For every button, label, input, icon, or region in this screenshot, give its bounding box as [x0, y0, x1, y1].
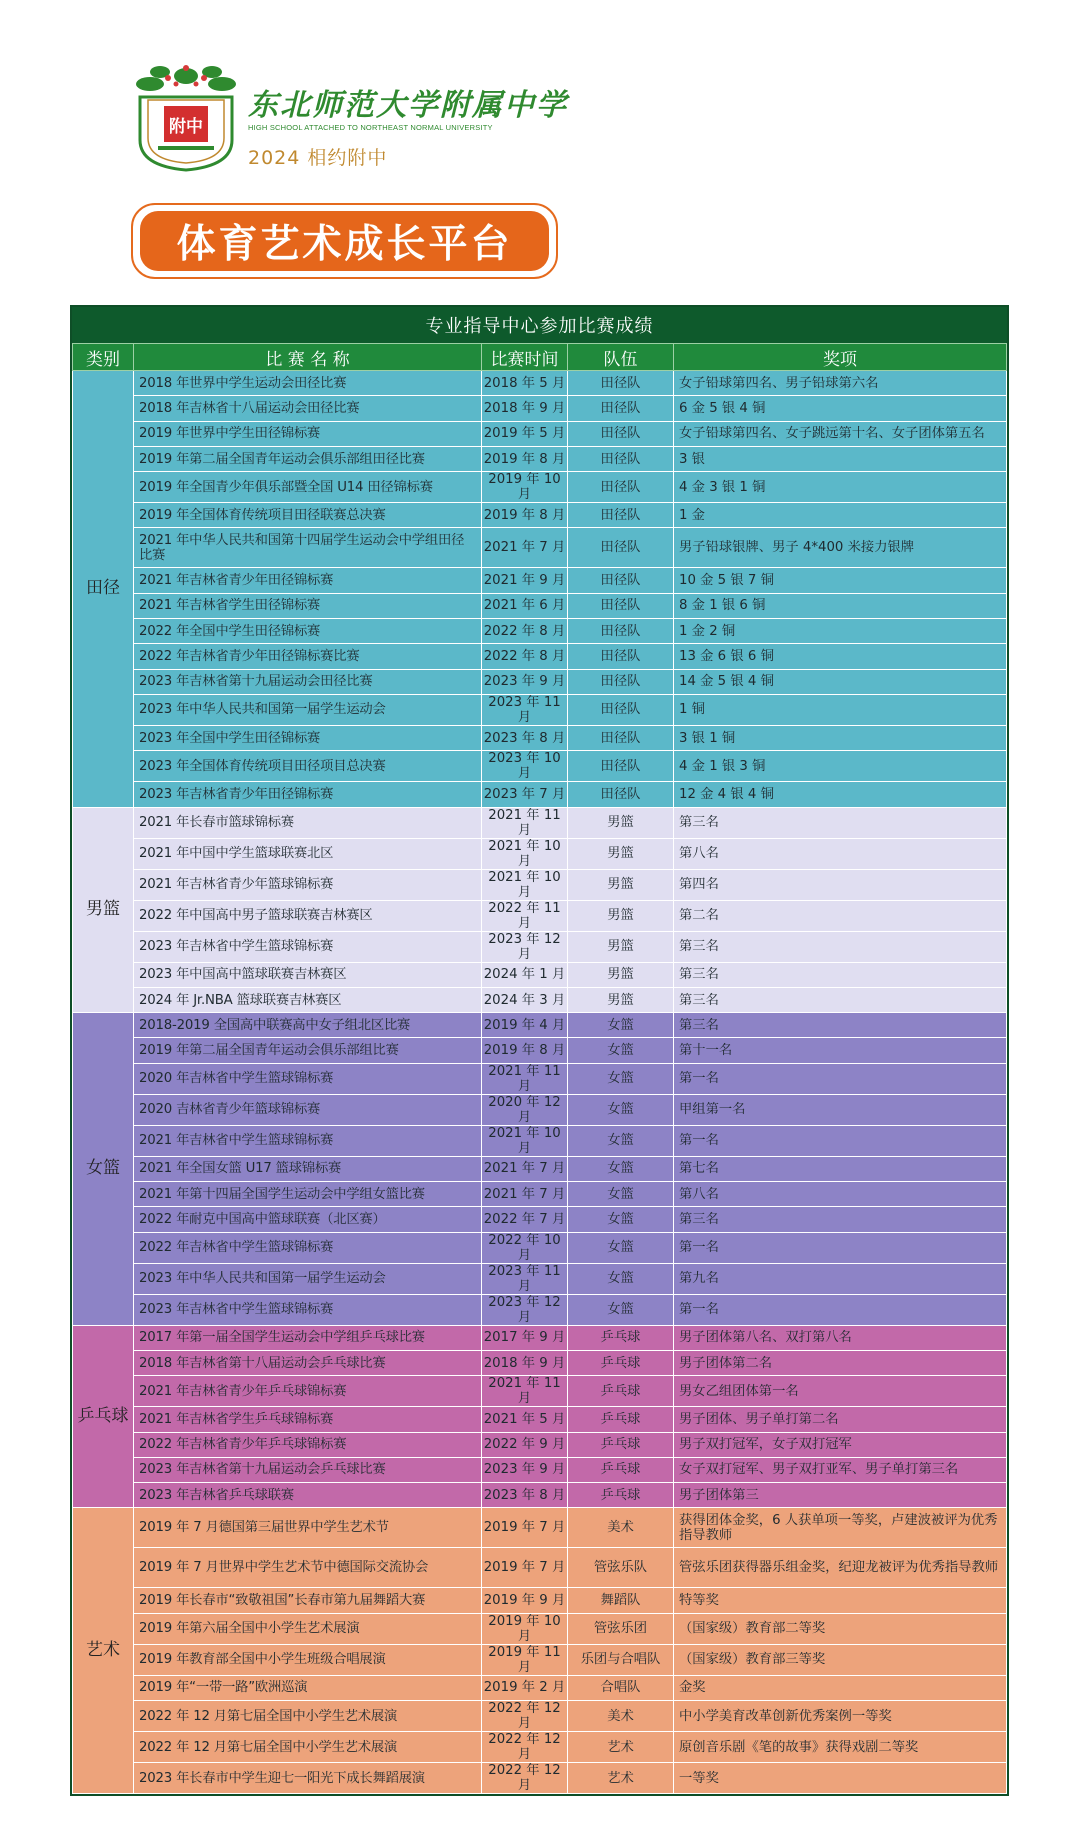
- table-row: [73, 1701, 1007, 1732]
- competition-name-cell: 2019 年全国青少年俱乐部暨全国 U14 田径锦标赛: [134, 472, 482, 503]
- competition-time-cell: 2022 年 12 月: [482, 1701, 568, 1732]
- competition-name-cell: 2023 年吉林省青少年田径锦标赛: [134, 782, 482, 807]
- team-cell: 艺术: [568, 1763, 674, 1794]
- award-cell: 第三名: [674, 931, 1007, 962]
- competition-time-cell: 2019 年 5 月: [482, 421, 568, 446]
- award-cell: 第三名: [674, 1207, 1007, 1232]
- table-row: [73, 446, 1007, 471]
- competition-time-cell: 2021 年 6 月: [482, 593, 568, 618]
- award-cell: （国家级）教育部二等奖: [674, 1613, 1007, 1644]
- competition-time-cell: 2019 年 9 月: [482, 1588, 568, 1613]
- logo-text: 附中: [169, 117, 203, 137]
- competition-name-cell: 2019 年第六届全国中小学生艺术展演: [134, 1613, 482, 1644]
- table-row: [73, 503, 1007, 528]
- category-cell: 男篮: [73, 807, 134, 1013]
- competition-time-cell: 2019 年 2 月: [482, 1675, 568, 1700]
- category-cell: 艺术: [73, 1508, 134, 1794]
- competition-time-cell: 2021 年 5 月: [482, 1407, 568, 1432]
- team-cell: 田径队: [568, 751, 674, 782]
- competition-time-cell: 2023 年 11 月: [482, 694, 568, 725]
- competition-time-cell: 2019 年 10 月: [482, 472, 568, 503]
- award-cell: 第一名: [674, 1294, 1007, 1325]
- competition-name-cell: 2019 年长春市“致敬祖国”长春市第九届舞蹈大赛: [134, 1588, 482, 1613]
- award-cell: 第八名: [674, 1182, 1007, 1207]
- competition-name-cell: 2021 年吉林省青少年篮球锦标赛: [134, 869, 482, 900]
- award-cell: 13 金 6 银 6 铜: [674, 644, 1007, 669]
- table-row: [73, 987, 1007, 1012]
- competition-name-cell: 2017 年第一届全国学生运动会中学组乒乓球比赛: [134, 1325, 482, 1350]
- competition-name-cell: 2022 年中国高中男子篮球联赛吉林赛区: [134, 900, 482, 931]
- award-cell: 6 金 5 银 4 铜: [674, 396, 1007, 421]
- competition-time-cell: 2021 年 7 月: [482, 528, 568, 568]
- table-row: [73, 396, 1007, 421]
- competition-time-cell: 2022 年 8 月: [482, 619, 568, 644]
- competition-name-cell: 2022 年 12 月第七届全国中小学生艺术展演: [134, 1701, 482, 1732]
- team-cell: 田径队: [568, 694, 674, 725]
- team-cell: 田径队: [568, 472, 674, 503]
- competition-name-cell: 2022 年吉林省青少年田径锦标赛比赛: [134, 644, 482, 669]
- competition-time-cell: 2021 年 11 月: [482, 1376, 568, 1407]
- competition-name-cell: 2023 年吉林省第十九届运动会田径比赛: [134, 669, 482, 694]
- award-cell: 一等奖: [674, 1763, 1007, 1794]
- award-cell: 女子双打冠军、男子双打亚军、男子单打第三名: [674, 1457, 1007, 1482]
- team-cell: 管弦乐团: [568, 1613, 674, 1644]
- award-cell: 男女乙组团体第一名: [674, 1376, 1007, 1407]
- competition-time-cell: 2021 年 11 月: [482, 807, 568, 838]
- table-row: [73, 782, 1007, 807]
- competition-time-cell: 2021 年 7 月: [482, 1182, 568, 1207]
- table-row: [73, 1207, 1007, 1232]
- competition-name-cell: 2021 年吉林省青少年田径锦标赛: [134, 568, 482, 593]
- team-cell: 女篮: [568, 1125, 674, 1156]
- team-cell: 田径队: [568, 619, 674, 644]
- table-row: [73, 1156, 1007, 1181]
- school-name-en: HIGH SCHOOL ATTACHED TO NORTHEAST NORMAL UNIVERSITY: [248, 123, 493, 132]
- competition-time-cell: 2018 年 5 月: [482, 371, 568, 396]
- team-cell: 女篮: [568, 1013, 674, 1038]
- table-row: [73, 568, 1007, 593]
- team-cell: 田径队: [568, 503, 674, 528]
- competition-name-cell: 2023 年全国中学生田径锦标赛: [134, 725, 482, 750]
- award-cell: 原创音乐剧《笔的故事》获得戏剧二等奖: [674, 1732, 1007, 1763]
- competition-time-cell: 2023 年 12 月: [482, 931, 568, 962]
- competition-time-cell: 2024 年 1 月: [482, 962, 568, 987]
- award-cell: 第九名: [674, 1263, 1007, 1294]
- results-table: [70, 305, 1009, 1796]
- team-cell: 女篮: [568, 1094, 674, 1125]
- competition-name-cell: 2018-2019 全国高中联赛高中女子组北区比赛: [134, 1013, 482, 1038]
- table-row: [73, 1588, 1007, 1613]
- table-row: [73, 593, 1007, 618]
- competition-name-cell: 2020 年吉林省中学生篮球锦标赛: [134, 1063, 482, 1094]
- competition-name-cell: 2023 年中华人民共和国第一届学生运动会: [134, 1263, 482, 1294]
- competition-name-cell: 2019 年 7 月德国第三届世界中学生艺术节: [134, 1508, 482, 1548]
- team-cell: 田径队: [568, 446, 674, 471]
- competition-name-cell: 2018 年世界中学生运动会田径比赛: [134, 371, 482, 396]
- competition-name-cell: 2021 年吉林省学生乒乓球锦标赛: [134, 1407, 482, 1432]
- table-row: [73, 1013, 1007, 1038]
- col-header-category: 类别: [73, 344, 134, 371]
- team-cell: 艺术: [568, 1732, 674, 1763]
- slogan: 2024 相约附中: [248, 147, 388, 169]
- col-header-name: 比 赛 名 称: [134, 344, 482, 371]
- team-cell: 乒乓球: [568, 1325, 674, 1350]
- school-name-cn: 东北师范大学附属中学: [248, 88, 568, 123]
- table-row: [73, 528, 1007, 568]
- team-cell: 乐团与合唱队: [568, 1644, 674, 1675]
- table-row: [73, 1350, 1007, 1375]
- award-cell: 第八名: [674, 838, 1007, 869]
- award-cell: 1 金 2 铜: [674, 619, 1007, 644]
- team-cell: 田径队: [568, 568, 674, 593]
- team-cell: 管弦乐队: [568, 1548, 674, 1588]
- table-row: [73, 472, 1007, 503]
- award-cell: 金奖: [674, 1675, 1007, 1700]
- award-cell: 第七名: [674, 1156, 1007, 1181]
- team-cell: 田径队: [568, 669, 674, 694]
- competition-time-cell: 2019 年 7 月: [482, 1508, 568, 1548]
- competition-name-cell: 2019 年“一带一路”欧洲巡演: [134, 1675, 482, 1700]
- team-cell: 美术: [568, 1508, 674, 1548]
- table-row: [73, 751, 1007, 782]
- competition-name-cell: 2022 年耐克中国高中篮球联赛（北区赛）: [134, 1207, 482, 1232]
- award-cell: 第三名: [674, 807, 1007, 838]
- competition-name-cell: 2021 年吉林省中学生篮球锦标赛: [134, 1125, 482, 1156]
- table-row: [73, 669, 1007, 694]
- competition-name-cell: 2024 年 Jr.NBA 篮球联赛吉林赛区: [134, 987, 482, 1012]
- competition-time-cell: 2019 年 8 月: [482, 446, 568, 471]
- award-cell: 男子团体、男子单打第二名: [674, 1407, 1007, 1432]
- table-row: [73, 1094, 1007, 1125]
- competition-name-cell: 2023 年长春市中学生迎七一阳光下成长舞蹈展演: [134, 1763, 482, 1794]
- award-cell: 男子团体第二名: [674, 1350, 1007, 1375]
- competition-time-cell: 2024 年 3 月: [482, 987, 568, 1012]
- team-cell: 男篮: [568, 962, 674, 987]
- competition-time-cell: 2020 年 12 月: [482, 1094, 568, 1125]
- competition-time-cell: 2023 年 8 月: [482, 725, 568, 750]
- team-cell: 田径队: [568, 528, 674, 568]
- award-cell: 男子团体第八名、双打第八名: [674, 1325, 1007, 1350]
- table-row: [73, 838, 1007, 869]
- table-row: [73, 1325, 1007, 1350]
- award-cell: 第十一名: [674, 1038, 1007, 1063]
- table-row: [73, 1038, 1007, 1063]
- competition-name-cell: 2023 年吉林省第十九届运动会乒乓球比赛: [134, 1457, 482, 1482]
- team-cell: 男篮: [568, 838, 674, 869]
- team-cell: 男篮: [568, 869, 674, 900]
- team-cell: 田径队: [568, 644, 674, 669]
- competition-name-cell: 2020 吉林省青少年篮球锦标赛: [134, 1094, 482, 1125]
- competition-name-cell: 2023 年中国高中篮球联赛吉林赛区: [134, 962, 482, 987]
- competition-name-cell: 2019 年第二届全国青年运动会俱乐部组田径比赛: [134, 446, 482, 471]
- award-cell: （国家级）教育部三等奖: [674, 1644, 1007, 1675]
- table-row: [73, 421, 1007, 446]
- col-header-team: 队伍: [568, 344, 674, 371]
- award-cell: 女子铅球第四名、男子铅球第六名: [674, 371, 1007, 396]
- competition-time-cell: 2023 年 10 月: [482, 751, 568, 782]
- competition-name-cell: 2023 年中华人民共和国第一届学生运动会: [134, 694, 482, 725]
- award-cell: 男子团体第三: [674, 1483, 1007, 1508]
- team-cell: 女篮: [568, 1207, 674, 1232]
- award-cell: 男子铅球银牌、男子 4*400 米接力银牌: [674, 528, 1007, 568]
- table-row: [73, 1182, 1007, 1207]
- award-cell: 第一名: [674, 1063, 1007, 1094]
- competition-time-cell: 2022 年 11 月: [482, 900, 568, 931]
- competition-name-cell: 2019 年世界中学生田径锦标赛: [134, 421, 482, 446]
- competition-name-cell: 2019 年 7 月世界中学生艺术节中德国际交流协会: [134, 1548, 482, 1588]
- award-cell: 3 银: [674, 446, 1007, 471]
- award-cell: 男子双打冠军，女子双打冠军: [674, 1432, 1007, 1457]
- table-row: [73, 931, 1007, 962]
- competition-time-cell: 2019 年 8 月: [482, 1038, 568, 1063]
- team-cell: 女篮: [568, 1263, 674, 1294]
- competition-time-cell: 2017 年 9 月: [482, 1325, 568, 1350]
- table-title: 专业指导中心参加比赛成绩: [72, 307, 1007, 343]
- category-cell: 女篮: [73, 1013, 134, 1325]
- competition-time-cell: 2022 年 7 月: [482, 1207, 568, 1232]
- competition-time-cell: 2023 年 7 月: [482, 782, 568, 807]
- table-row: [73, 644, 1007, 669]
- competition-name-cell: 2021 年长春市篮球锦标赛: [134, 807, 482, 838]
- team-cell: 女篮: [568, 1156, 674, 1181]
- award-cell: 甲组第一名: [674, 1094, 1007, 1125]
- award-cell: 第一名: [674, 1232, 1007, 1263]
- competition-time-cell: 2018 年 9 月: [482, 396, 568, 421]
- competition-time-cell: 2023 年 9 月: [482, 669, 568, 694]
- competition-time-cell: 2021 年 10 月: [482, 869, 568, 900]
- competition-name-cell: 2019 年全国体育传统项目田径联赛总决赛: [134, 503, 482, 528]
- table-row: [73, 1548, 1007, 1588]
- team-cell: 女篮: [568, 1232, 674, 1263]
- competition-name-cell: 2021 年吉林省青少年乒乓球锦标赛: [134, 1376, 482, 1407]
- competition-time-cell: 2019 年 11 月: [482, 1644, 568, 1675]
- team-cell: 乒乓球: [568, 1483, 674, 1508]
- table-row: [73, 1457, 1007, 1482]
- table-row: [73, 371, 1007, 396]
- award-cell: 1 铜: [674, 694, 1007, 725]
- award-cell: 3 银 1 铜: [674, 725, 1007, 750]
- competition-name-cell: 2021 年第十四届全国学生运动会中学组女篮比赛: [134, 1182, 482, 1207]
- competition-name-cell: 2022 年吉林省青少年乒乓球锦标赛: [134, 1432, 482, 1457]
- competition-time-cell: 2022 年 12 月: [482, 1732, 568, 1763]
- team-cell: 美术: [568, 1701, 674, 1732]
- table-row: [73, 1232, 1007, 1263]
- competition-name-cell: 2021 年吉林省学生田径锦标赛: [134, 593, 482, 618]
- award-cell: 第三名: [674, 1013, 1007, 1038]
- competition-time-cell: 2022 年 8 月: [482, 644, 568, 669]
- competition-name-cell: 2023 年吉林省中学生篮球锦标赛: [134, 1294, 482, 1325]
- award-cell: 10 金 5 银 7 铜: [674, 568, 1007, 593]
- competition-name-cell: 2023 年吉林省中学生篮球锦标赛: [134, 931, 482, 962]
- team-cell: 女篮: [568, 1294, 674, 1325]
- team-cell: 乒乓球: [568, 1432, 674, 1457]
- team-cell: 男篮: [568, 807, 674, 838]
- award-cell: 4 金 3 银 1 铜: [674, 472, 1007, 503]
- team-cell: 女篮: [568, 1038, 674, 1063]
- competition-time-cell: 2019 年 4 月: [482, 1013, 568, 1038]
- team-cell: 乒乓球: [568, 1457, 674, 1482]
- team-cell: 女篮: [568, 1063, 674, 1094]
- table-row: [73, 1294, 1007, 1325]
- competition-time-cell: 2023 年 12 月: [482, 1294, 568, 1325]
- competition-time-cell: 2019 年 7 月: [482, 1548, 568, 1588]
- competition-name-cell: 2021 年全国女篮 U17 篮球锦标赛: [134, 1156, 482, 1181]
- table-row: [73, 1483, 1007, 1508]
- award-cell: 1 金: [674, 503, 1007, 528]
- table-row: [73, 619, 1007, 644]
- competition-name-cell: 2018 年吉林省第十八届运动会乒乓球比赛: [134, 1350, 482, 1375]
- competition-time-cell: 2023 年 8 月: [482, 1483, 568, 1508]
- team-cell: 田径队: [568, 371, 674, 396]
- team-cell: 田径队: [568, 593, 674, 618]
- banner-title: 体育艺术成长平台: [140, 211, 549, 271]
- table-row: [73, 1675, 1007, 1700]
- competition-time-cell: 2023 年 11 月: [482, 1263, 568, 1294]
- table-row: [73, 900, 1007, 931]
- award-cell: 第一名: [674, 1125, 1007, 1156]
- award-cell: 特等奖: [674, 1588, 1007, 1613]
- team-cell: 男篮: [568, 900, 674, 931]
- competition-name-cell: 2022 年 12 月第七届全国中小学生艺术展演: [134, 1732, 482, 1763]
- table-row: [73, 1376, 1007, 1407]
- award-cell: 中小学美育改革创新优秀案例一等奖: [674, 1701, 1007, 1732]
- team-cell: 男篮: [568, 931, 674, 962]
- competition-time-cell: 2021 年 9 月: [482, 568, 568, 593]
- table-row: [73, 1508, 1007, 1548]
- team-cell: 男篮: [568, 987, 674, 1012]
- award-cell: 获得团体金奖，6 人获单项一等奖，卢建波被评为优秀指导教师: [674, 1508, 1007, 1548]
- table-body: [73, 371, 1007, 1794]
- table-row: [73, 869, 1007, 900]
- competition-name-cell: 2022 年吉林省中学生篮球锦标赛: [134, 1232, 482, 1263]
- competition-time-cell: 2022 年 10 月: [482, 1232, 568, 1263]
- team-cell: 舞蹈队: [568, 1588, 674, 1613]
- table-row: [73, 1732, 1007, 1763]
- competition-name-cell: 2018 年吉林省十八届运动会田径比赛: [134, 396, 482, 421]
- team-cell: 女篮: [568, 1182, 674, 1207]
- competition-name-cell: 2021 年中华人民共和国第十四届学生运动会中学组田径比赛: [134, 528, 482, 568]
- table-row: [73, 807, 1007, 838]
- award-cell: 12 金 4 银 4 铜: [674, 782, 1007, 807]
- platform-banner: [131, 203, 558, 279]
- team-cell: 田径队: [568, 782, 674, 807]
- team-cell: 乒乓球: [568, 1376, 674, 1407]
- competition-time-cell: 2019 年 10 月: [482, 1613, 568, 1644]
- award-cell: 第三名: [674, 987, 1007, 1012]
- award-cell: 8 金 1 银 6 铜: [674, 593, 1007, 618]
- table-row: [73, 962, 1007, 987]
- team-cell: 田径队: [568, 421, 674, 446]
- category-cell: 乒乓球: [73, 1325, 134, 1508]
- team-cell: 乒乓球: [568, 1407, 674, 1432]
- table-row: [73, 1125, 1007, 1156]
- award-cell: 管弦乐团获得器乐组金奖，纪迎龙被评为优秀指导教师: [674, 1548, 1007, 1588]
- competition-time-cell: 2019 年 8 月: [482, 503, 568, 528]
- competition-time-cell: 2021 年 10 月: [482, 1125, 568, 1156]
- competition-time-cell: 2018 年 9 月: [482, 1350, 568, 1375]
- col-header-time: 比赛时间: [482, 344, 568, 371]
- team-cell: 田径队: [568, 396, 674, 421]
- competition-time-cell: 2022 年 12 月: [482, 1763, 568, 1794]
- table-row: [73, 1644, 1007, 1675]
- table-row: [73, 1432, 1007, 1457]
- team-cell: 合唱队: [568, 1675, 674, 1700]
- category-cell: 田径: [73, 371, 134, 808]
- award-cell: 14 金 5 银 4 铜: [674, 669, 1007, 694]
- award-cell: 第二名: [674, 900, 1007, 931]
- table-row: [73, 1407, 1007, 1432]
- award-cell: 4 金 1 银 3 铜: [674, 751, 1007, 782]
- col-header-award: 奖项: [674, 344, 1007, 371]
- competition-time-cell: 2022 年 9 月: [482, 1432, 568, 1457]
- table-row: [73, 725, 1007, 750]
- competition-time-cell: 2021 年 11 月: [482, 1063, 568, 1094]
- competition-time-cell: 2021 年 10 月: [482, 838, 568, 869]
- award-cell: 女子铅球第四名、女子跳远第十名、女子团体第五名: [674, 421, 1007, 446]
- competition-name-cell: 2023 年全国体育传统项目田径项目总决赛: [134, 751, 482, 782]
- table-row: [73, 1613, 1007, 1644]
- competition-name-cell: 2019 年第二届全国青年运动会俱乐部组比赛: [134, 1038, 482, 1063]
- table-row: [73, 1263, 1007, 1294]
- competition-time-cell: 2023 年 9 月: [482, 1457, 568, 1482]
- table-row: [73, 694, 1007, 725]
- award-cell: 第四名: [674, 869, 1007, 900]
- table-row: [73, 1063, 1007, 1094]
- team-cell: 乒乓球: [568, 1350, 674, 1375]
- competition-name-cell: 2022 年全国中学生田径锦标赛: [134, 619, 482, 644]
- competition-name-cell: 2023 年吉林省乒乓球联赛: [134, 1483, 482, 1508]
- competition-name-cell: 2021 年中国中学生篮球联赛北区: [134, 838, 482, 869]
- table-row: [73, 1763, 1007, 1794]
- school-logo: [130, 62, 242, 174]
- table-header-row: [73, 344, 1007, 371]
- competition-time-cell: 2021 年 7 月: [482, 1156, 568, 1181]
- team-cell: 田径队: [568, 725, 674, 750]
- competition-name-cell: 2019 年教育部全国中小学生班级合唱展演: [134, 1644, 482, 1675]
- award-cell: 第三名: [674, 962, 1007, 987]
